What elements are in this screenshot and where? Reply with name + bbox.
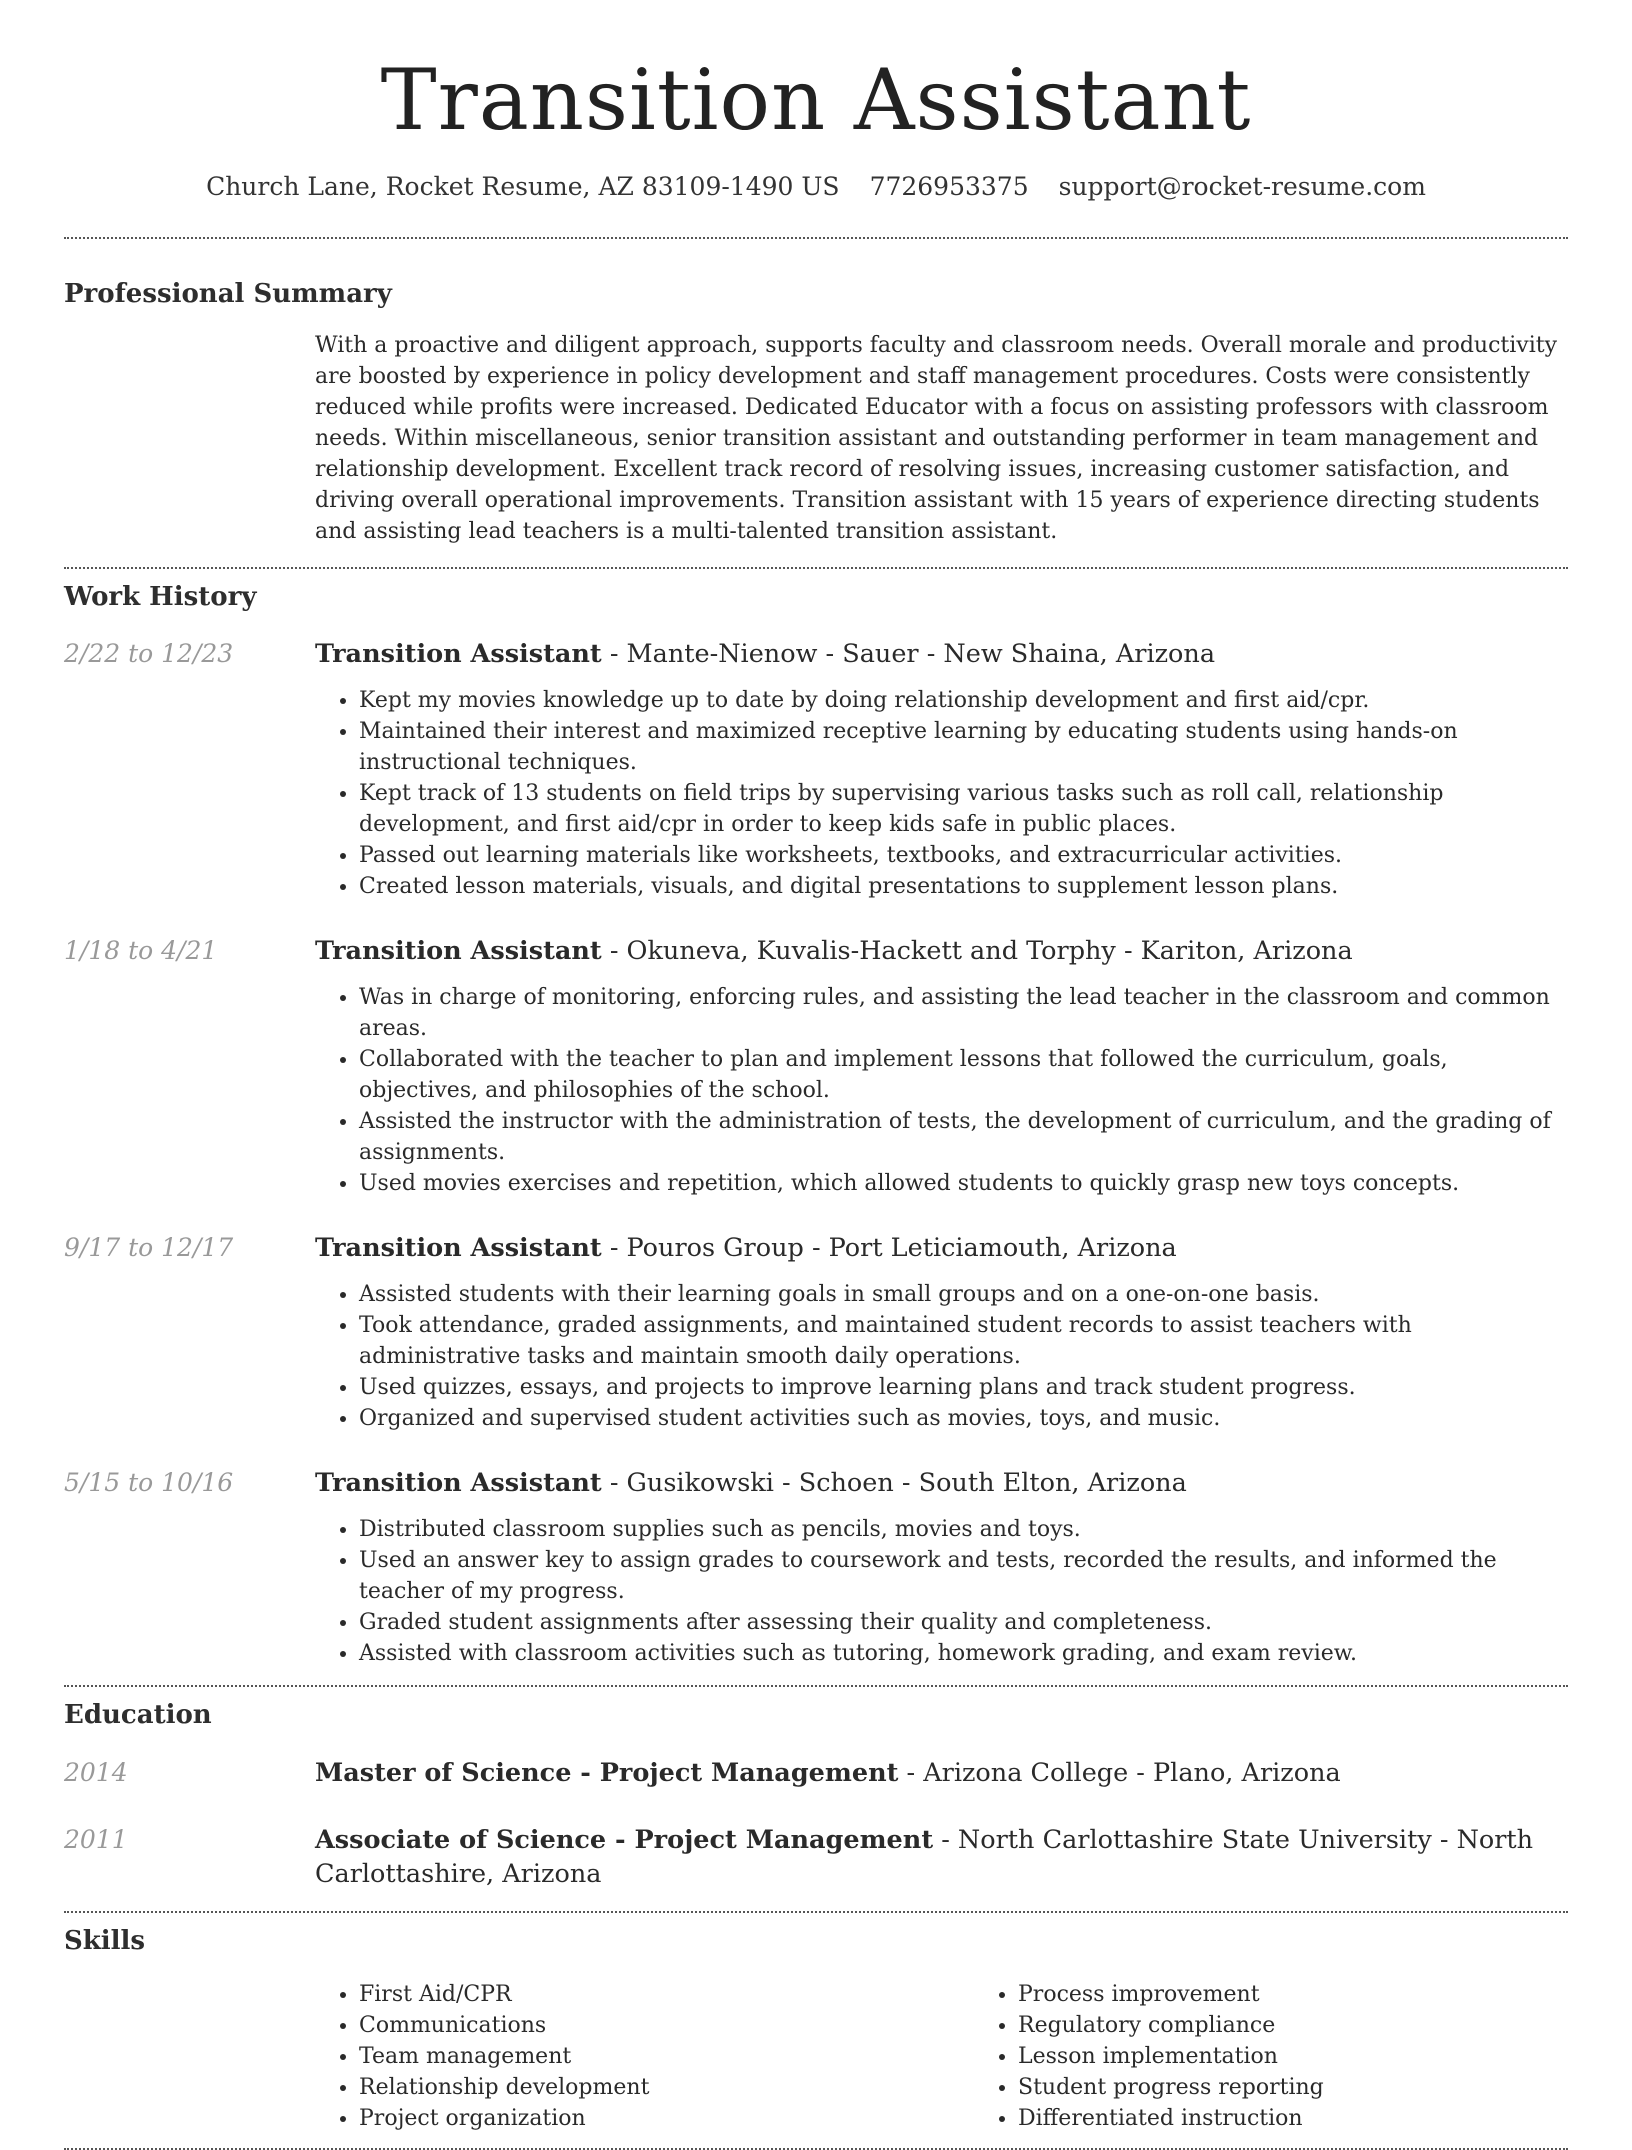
job-bullets	[315, 1279, 1568, 1434]
skills-columns	[315, 1979, 1632, 2134]
divider	[64, 567, 1568, 569]
divider	[64, 1911, 1568, 1913]
job-bullet: • Collaborated with the teacher to plan and implement lessons that followed the curriculum, goals, objectives, and philosophies of the school.	[359, 1044, 1568, 1106]
summary-text: With a proactive and diligent approach, supports faculty and classroom needs. Overall morale and productivity are boosted by experience in policy development and staff management procedures. Costs were consistently reduced while profits were increased. Dedicated Educator with a focus on assisting professors with classroom needs. Within miscellaneous, senior transition assistant and outstanding performer in team management and relationship development. Excellent track record of resolving issues, increasing customer satisfaction, and driving overall operational improvements. Transition assistant with 15 years of experience directing students and assisting lead teachers is a multi-talented transition assistant.	[315, 333, 1558, 544]
job-entry	[64, 637, 1568, 902]
skill-item: • Student progress reporting	[1018, 2072, 1632, 2103]
job-entry	[64, 934, 1568, 1199]
education-title	[315, 1823, 1568, 1891]
job-bullet: • Maintained their interest and maximized receptive learning by educating students using hands-on instructional techniques.	[359, 716, 1568, 778]
contact-phone: 7726953375	[869, 172, 1029, 201]
job-title	[315, 1466, 1568, 1500]
education-year: 2014	[64, 1758, 128, 1787]
education-title	[315, 1756, 1568, 1790]
job-details: - Mante-Nienow - Sauer - New Shaina, Arizona	[601, 639, 1216, 669]
skills-list-left	[315, 1979, 974, 2134]
section-title-education: Education	[64, 1700, 212, 1730]
job-dates: 5/15 to 10/16	[64, 1468, 234, 1497]
job-bullet: • Passed out learning materials like worksheets, textbooks, and extracurricular activities.	[359, 840, 1568, 871]
job-title	[315, 637, 1568, 671]
job-bullet: • Graded student assignments after assessing their quality and completeness.	[359, 1607, 1568, 1638]
education-degree: Associate of Science - Project Management	[315, 1825, 934, 1855]
job-role: Transition Assistant	[315, 1468, 602, 1498]
contact-email: support@rocket-resume.com	[1058, 172, 1426, 201]
education-details: - Arizona College - Plano, Arizona	[898, 1758, 1341, 1788]
section-title-summary: Professional Summary	[64, 279, 392, 309]
section-title-skills: Skills	[64, 1926, 146, 1956]
skill-item: • Differentiated instruction	[1018, 2103, 1632, 2134]
job-bullet: • Used quizzes, essays, and projects to improve learning plans and track student progress.	[359, 1372, 1568, 1403]
contact-address: Church Lane, Rocket Resume, AZ 83109-1490 US	[206, 172, 840, 201]
job-role: Transition Assistant	[315, 1233, 602, 1263]
skill-item: • First Aid/CPR	[359, 1979, 974, 2010]
skills-section	[64, 1924, 1568, 2134]
skill-item: • Lesson implementation	[1018, 2041, 1632, 2072]
skill-item: • Communications	[359, 2010, 974, 2041]
contact-line	[64, 170, 1568, 204]
job-details: - Okuneva, Kuvalis-Hackett and Torphy - Kariton, Arizona	[601, 936, 1353, 966]
education-details: - North Carlottashire State University - North Carlottashire, Arizona	[315, 1825, 1534, 1889]
job-dates: 1/18 to 4/21	[64, 936, 218, 965]
divider	[64, 1685, 1568, 1687]
candidate-name: Transition Assistant	[380, 51, 1252, 149]
skills-list-right	[974, 1979, 1632, 2134]
education-entry	[64, 1823, 1568, 1891]
education-degree: Master of Science - Project Management	[315, 1758, 899, 1788]
work-history-section	[64, 580, 1568, 1669]
job-bullet: • Organized and supervised student activities such as movies, toys, and music.	[359, 1403, 1568, 1434]
job-title	[315, 934, 1568, 968]
job-bullet: • Was in charge of monitoring, enforcing rules, and assisting the lead teacher in the classroom and common areas.	[359, 982, 1568, 1044]
divider	[64, 237, 1568, 239]
job-bullets	[315, 982, 1568, 1199]
job-dates: 2/22 to 12/23	[64, 639, 234, 668]
job-bullets	[315, 1514, 1568, 1669]
education-year: 2011	[64, 1825, 128, 1854]
job-bullet: • Kept track of 13 students on field trips by supervising various tasks such as roll call, relationship development, and first aid/cpr in order to keep kids safe in public places.	[359, 778, 1568, 840]
education-entry	[64, 1756, 1568, 1790]
education-section	[64, 1698, 1568, 1891]
job-bullet: • Assisted students with their learning goals in small groups and on a one-on-one basis.	[359, 1279, 1568, 1310]
job-bullet: • Kept my movies knowledge up to date by doing relationship development and first aid/cpr.	[359, 685, 1568, 716]
skill-item: • Relationship development	[359, 2072, 974, 2103]
skill-item: • Project organization	[359, 2103, 974, 2134]
skill-item: • Process improvement	[1018, 1979, 1632, 2010]
job-details: - Pouros Group - Port Leticiamouth, Arizona	[601, 1233, 1177, 1263]
job-bullet: • Created lesson materials, visuals, and digital presentations to supplement lesson plans.	[359, 871, 1568, 902]
section-title-work: Work History	[64, 582, 257, 612]
job-bullet: • Used movies exercises and repetition, which allowed students to quickly grasp new toys concepts.	[359, 1168, 1568, 1199]
job-title	[315, 1231, 1568, 1265]
job-role: Transition Assistant	[315, 639, 602, 669]
job-bullet: • Took attendance, graded assignments, and maintained student records to assist teachers with administrative tasks and maintain smooth daily operations.	[359, 1310, 1568, 1372]
job-bullet: • Assisted with classroom activities such as tutoring, homework grading, and exam review.	[359, 1638, 1568, 1669]
job-entry	[64, 1231, 1568, 1434]
job-dates: 9/17 to 12/17	[64, 1233, 234, 1262]
job-bullet: • Used an answer key to assign grades to coursework and tests, recorded the results, and informed the teacher of my progress.	[359, 1545, 1568, 1607]
skill-item: • Team management	[359, 2041, 974, 2072]
summary-section	[64, 277, 1568, 547]
job-details: - Gusikowski - Schoen - South Elton, Arizona	[601, 1468, 1187, 1498]
job-bullet: • Distributed classroom supplies such as pencils, movies and toys.	[359, 1514, 1568, 1545]
skill-item: • Regulatory compliance	[1018, 2010, 1632, 2041]
job-bullets	[315, 685, 1568, 902]
job-bullet: • Assisted the instructor with the administration of tests, the development of curriculum, and the grading of assignments.	[359, 1106, 1568, 1168]
job-entry	[64, 1466, 1568, 1669]
job-role: Transition Assistant	[315, 936, 602, 966]
